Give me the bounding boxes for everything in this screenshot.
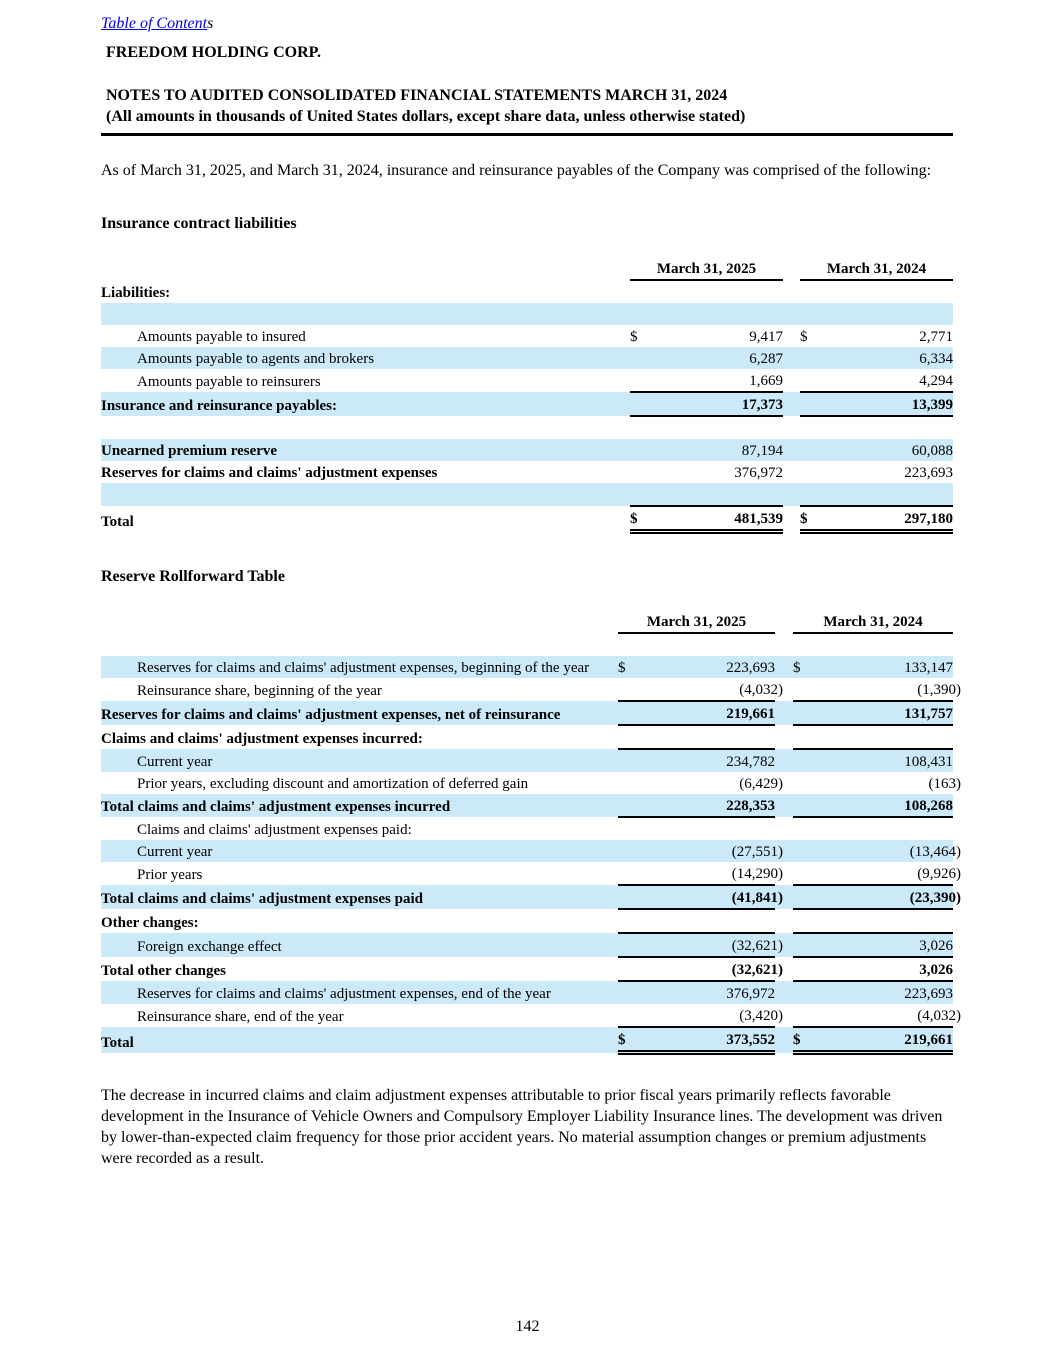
gap-cell xyxy=(783,347,800,369)
dollar-cell xyxy=(630,303,652,325)
gap-cell xyxy=(783,280,800,303)
value-cell xyxy=(652,369,783,392)
cell-value: (32,621) xyxy=(731,938,783,954)
table-row xyxy=(101,749,953,772)
cell-value: 13,399 xyxy=(911,397,953,413)
dollar-cell xyxy=(630,483,652,506)
dollar-cell xyxy=(793,957,815,981)
dollar-cell xyxy=(793,909,815,933)
cell-value: 234,782 xyxy=(726,754,775,770)
row-label: Total other changes xyxy=(101,963,227,979)
table-row xyxy=(101,1027,953,1053)
cell-value: 376,972 xyxy=(726,986,775,1002)
cell-value: 131,757 xyxy=(904,706,953,722)
row-label: Current year xyxy=(101,749,618,772)
cell-value: (32,621) xyxy=(731,962,783,978)
table-row xyxy=(101,280,953,303)
value-cell xyxy=(640,862,783,885)
gap-cell xyxy=(783,303,800,325)
table-row xyxy=(101,678,953,701)
row-label: Reserves for claims and claims' adjustment expenses xyxy=(101,465,438,481)
dollar-cell xyxy=(793,794,815,817)
table-row xyxy=(101,439,953,461)
cell-value: (9,926) xyxy=(917,866,961,882)
dollar-cell xyxy=(618,749,640,772)
dollar-cell xyxy=(800,347,822,369)
table-row xyxy=(101,633,953,656)
dollar-cell: $ xyxy=(793,656,815,678)
table-row xyxy=(101,862,953,885)
cell-value: 373,552 xyxy=(726,1032,775,1048)
gap-cell xyxy=(783,257,800,280)
title-line-1: NOTES TO AUDITED CONSOLIDATED FINANCIAL STATEMENTS MARCH 31, 2024 xyxy=(106,87,728,104)
dollar-cell xyxy=(618,1004,640,1027)
dollar-cell: $ xyxy=(799,329,808,345)
gap-cell xyxy=(775,725,793,749)
breadcrumb xyxy=(101,14,953,34)
value-cell xyxy=(640,840,783,862)
value-cell xyxy=(652,506,783,532)
row-label xyxy=(101,633,618,656)
dollar-cell: $ xyxy=(793,1027,815,1053)
row-label: Total claims and claims' adjustment expenses incurred xyxy=(101,794,618,817)
row-label: Claims and claims' adjustment expenses incurred: xyxy=(101,731,423,747)
dollar-cell xyxy=(793,749,815,772)
value-cell xyxy=(815,909,953,933)
cell-value: 133,147 xyxy=(904,660,953,676)
table-row xyxy=(101,772,953,794)
value-cell xyxy=(815,957,953,981)
gap-cell xyxy=(775,610,793,633)
dollar-cell xyxy=(630,461,652,483)
row-label: Prior years, excluding discount and amortization of deferred gain xyxy=(137,776,529,792)
dollar-cell xyxy=(630,280,652,303)
value-cell xyxy=(640,909,775,933)
value-cell xyxy=(652,483,783,506)
value-cell xyxy=(640,772,783,794)
dollar-cell xyxy=(618,633,640,656)
gap-cell xyxy=(783,506,800,532)
table-row xyxy=(101,506,953,532)
cell-value: 9,417 xyxy=(749,329,783,345)
cell-value: (4,032) xyxy=(739,682,783,698)
cell-value: (14,290) xyxy=(731,866,783,882)
cell-value: 3,026 xyxy=(919,962,953,978)
value-cell xyxy=(640,981,775,1004)
row-label: Claims and claims' adjustment expenses paid: xyxy=(137,822,412,838)
value-cell xyxy=(652,461,783,483)
row-label: Reserves for claims and claims' adjustment expenses, beginning of the year xyxy=(101,656,618,678)
value-cell xyxy=(815,633,953,656)
dollar-cell xyxy=(618,772,640,794)
table-row xyxy=(101,656,953,678)
value-cell xyxy=(652,439,783,461)
value-cell xyxy=(640,749,775,772)
dollar-cell xyxy=(800,280,822,303)
table-row xyxy=(101,725,953,749)
dollar-cell xyxy=(793,1004,815,1027)
cell-value: 219,661 xyxy=(904,1032,953,1048)
row-label: Amounts payable to reinsurers xyxy=(137,374,321,390)
section-heading-insurance-contract-liabilities: Insurance contract liabilities xyxy=(101,215,297,232)
row-label xyxy=(101,483,630,506)
table-row xyxy=(101,840,953,862)
title-divider xyxy=(101,133,953,136)
value-cell xyxy=(815,817,953,840)
value-cell xyxy=(640,794,775,817)
cell-value: (13,464) xyxy=(909,844,961,860)
value-cell xyxy=(640,957,783,981)
insurance-contract-liabilities-table xyxy=(101,257,953,534)
value-cell xyxy=(640,885,783,909)
table-row xyxy=(101,416,953,439)
table-row xyxy=(101,794,953,817)
gap-cell xyxy=(775,656,793,678)
table-row xyxy=(101,701,953,725)
dollar-cell xyxy=(618,885,640,909)
dollar-cell xyxy=(800,392,822,416)
value-cell xyxy=(815,840,961,862)
gap-cell xyxy=(775,633,793,656)
row-label: Amounts payable to insured xyxy=(137,329,306,345)
dollar-cell xyxy=(618,957,640,981)
value-cell xyxy=(640,701,775,725)
dollar-cell xyxy=(793,981,815,1004)
cell-value: 376,972 xyxy=(734,465,783,481)
value-cell xyxy=(652,303,783,325)
dollar-cell xyxy=(800,483,822,506)
dollar-cell xyxy=(800,416,822,439)
gap-cell xyxy=(775,749,793,772)
value-cell xyxy=(822,506,953,532)
value-cell xyxy=(815,862,961,885)
cell-value: 1,669 xyxy=(749,373,783,389)
page-number: 142 xyxy=(515,1318,540,1335)
cell-value: 6,334 xyxy=(919,351,953,367)
cell-value: 223,693 xyxy=(904,465,953,481)
cell-value: (3,420) xyxy=(739,1008,783,1024)
dollar-cell: $ xyxy=(629,329,638,345)
value-cell xyxy=(640,933,783,957)
value-cell xyxy=(652,325,783,347)
value-cell xyxy=(640,656,775,678)
gap-cell xyxy=(775,794,793,817)
value-cell xyxy=(815,701,953,725)
cell-value: 223,693 xyxy=(904,986,953,1002)
column-header: March 31, 2024 xyxy=(800,257,953,280)
cell-value: 297,180 xyxy=(904,511,953,527)
value-cell xyxy=(815,885,961,909)
gap-cell xyxy=(775,817,793,840)
dollar-cell xyxy=(800,461,822,483)
cell-value: (23,390) xyxy=(909,890,961,906)
company-name: FREEDOM HOLDING CORP. xyxy=(106,44,321,61)
row-label: Reserves for claims and claims' adjustment expenses, end of the year xyxy=(101,981,618,1004)
row-label: Total xyxy=(101,513,134,530)
gap-cell xyxy=(775,701,793,725)
value-cell xyxy=(640,633,775,656)
dollar-cell xyxy=(793,817,815,840)
row-label xyxy=(101,303,630,325)
dollar-cell xyxy=(630,369,652,392)
table-row xyxy=(101,1004,953,1027)
row-label: Total claims and claims' adjustment expenses paid xyxy=(101,885,618,909)
cell-value: (1,390) xyxy=(917,682,961,698)
row-label: Reinsurance share, end of the year xyxy=(137,1009,344,1025)
dollar-cell: $ xyxy=(618,1027,640,1053)
row-label: Other changes: xyxy=(101,915,199,931)
value-cell xyxy=(822,347,953,369)
column-header: March 31, 2025 xyxy=(618,610,775,633)
table-header-row xyxy=(101,610,953,633)
value-cell xyxy=(815,933,953,957)
cell-value: (6,429) xyxy=(739,776,783,792)
value-cell xyxy=(640,678,783,701)
cell-value: 108,268 xyxy=(904,798,953,814)
row-label xyxy=(101,416,630,439)
section-heading-reserve-rollforward: Reserve Rollforward Table xyxy=(101,568,285,585)
cell-value: 108,431 xyxy=(904,754,953,770)
cell-value: 4,294 xyxy=(919,373,953,389)
dollar-cell xyxy=(630,392,652,416)
cell-value: 17,373 xyxy=(741,397,783,413)
cell-value: 223,693 xyxy=(726,660,775,676)
gap-cell xyxy=(783,439,800,461)
dollar-cell xyxy=(793,885,815,909)
value-cell xyxy=(822,280,953,303)
dollar-cell xyxy=(793,633,815,656)
row-label: Reserves for claims and claims' adjustment expenses, net of reinsurance xyxy=(101,701,618,725)
closing-paragraph: The decrease in incurred claims and claim adjustment expenses attributable to prior fiscal years primarily reflects favorable development in the Insurance of Vehicle Owners and Compulsory Employer Liability Insurance lines. The development was driven by lower-than-expected claim frequency for those prior accident years. No material assumption changes or premium adjustments were recorded as a result. xyxy=(101,1087,943,1167)
dollar-cell xyxy=(618,933,640,957)
gap-cell xyxy=(783,461,800,483)
value-cell xyxy=(822,416,953,439)
column-header: March 31, 2025 xyxy=(630,257,783,280)
table-row xyxy=(101,347,953,369)
cell-value: (4,032) xyxy=(917,1008,961,1024)
row-label: Insurance and reinsurance payables: xyxy=(101,392,630,416)
gap-cell xyxy=(783,483,800,506)
dollar-cell xyxy=(618,909,640,933)
value-cell xyxy=(822,439,953,461)
dollar-cell xyxy=(793,678,815,701)
table-row xyxy=(101,981,953,1004)
table-row xyxy=(101,303,953,325)
row-label: Foreign exchange effect xyxy=(101,933,618,957)
value-cell xyxy=(652,280,783,303)
table-of-contents-link[interactable]: Table of Content xyxy=(101,15,208,32)
value-cell xyxy=(815,725,953,749)
cell-value: 219,661 xyxy=(726,706,775,722)
table-row xyxy=(101,461,953,483)
cell-value: 481,539 xyxy=(734,511,783,527)
gap-cell xyxy=(775,1027,793,1053)
reserve-rollforward-table xyxy=(101,610,961,1055)
header-spacer xyxy=(101,257,630,280)
table-row xyxy=(101,909,953,933)
value-cell xyxy=(815,772,961,794)
row-label: Amounts payable to agents and brokers xyxy=(101,347,630,369)
value-cell xyxy=(822,369,953,392)
row-label: Unearned premium reserve xyxy=(101,439,630,461)
dollar-cell xyxy=(618,817,640,840)
row-label: Current year xyxy=(101,840,618,862)
gap-cell xyxy=(783,392,800,416)
value-cell xyxy=(652,416,783,439)
dollar-cell xyxy=(793,701,815,725)
dollar-cell xyxy=(793,725,815,749)
intro-paragraph: As of March 31, 2025, and March 31, 2024, insurance and reinsurance payables of the Company was comprised of the following: xyxy=(101,162,932,179)
table-row xyxy=(101,369,953,392)
value-cell xyxy=(815,981,953,1004)
row-label: Liabilities: xyxy=(101,285,171,301)
cell-value: (163) xyxy=(928,776,961,792)
toc-suffix-text: s xyxy=(207,15,214,32)
dollar-cell: $ xyxy=(800,506,822,532)
value-cell xyxy=(815,1004,961,1027)
value-cell xyxy=(822,461,953,483)
row-label: Prior years xyxy=(137,867,203,883)
table-row xyxy=(101,325,953,347)
value-cell xyxy=(640,1004,783,1027)
dollar-cell xyxy=(793,933,815,957)
value-cell xyxy=(640,725,775,749)
dollar-cell xyxy=(618,678,640,701)
gap-cell xyxy=(783,416,800,439)
cell-value: 87,194 xyxy=(741,443,783,459)
value-cell xyxy=(815,1027,953,1053)
gap-cell xyxy=(775,909,793,933)
value-cell xyxy=(822,303,953,325)
gap-cell xyxy=(783,369,800,392)
table-row xyxy=(101,483,953,506)
value-cell xyxy=(815,678,961,701)
value-cell xyxy=(822,392,953,416)
dollar-cell xyxy=(630,347,652,369)
table-row xyxy=(101,957,953,981)
dollar-cell: $ xyxy=(618,656,640,678)
dollar-cell xyxy=(618,794,640,817)
dollar-cell xyxy=(618,981,640,1004)
dollar-cell xyxy=(618,862,640,885)
dollar-cell: $ xyxy=(630,506,652,532)
dollar-cell xyxy=(793,840,815,862)
value-cell xyxy=(822,325,953,347)
gap-cell xyxy=(783,325,800,347)
dollar-cell xyxy=(800,303,822,325)
gap-cell xyxy=(775,981,793,1004)
cell-value: 228,353 xyxy=(726,798,775,814)
cell-value: (27,551) xyxy=(731,844,783,860)
value-cell xyxy=(652,392,783,416)
dollar-cell xyxy=(630,416,652,439)
document-title xyxy=(101,85,953,127)
row-label: Total xyxy=(101,1027,618,1053)
dollar-cell xyxy=(800,439,822,461)
cell-value: 6,287 xyxy=(749,351,783,367)
value-cell xyxy=(815,794,953,817)
cell-value: 3,026 xyxy=(919,938,953,954)
cell-value: 60,088 xyxy=(911,443,953,459)
table-header-row xyxy=(101,257,953,280)
column-header: March 31, 2024 xyxy=(793,610,953,633)
value-cell xyxy=(640,1027,775,1053)
dollar-cell xyxy=(800,369,822,392)
dollar-cell xyxy=(630,439,652,461)
cell-value: (41,841) xyxy=(731,890,783,906)
row-label: Reinsurance share, beginning of the year xyxy=(137,683,382,699)
dollar-cell xyxy=(793,862,815,885)
value-cell xyxy=(640,817,775,840)
dollar-cell xyxy=(618,725,640,749)
table-row xyxy=(101,817,953,840)
table-row xyxy=(101,885,953,909)
dollar-cell xyxy=(618,701,640,725)
dollar-cell xyxy=(793,772,815,794)
dollar-cell xyxy=(618,840,640,862)
title-line-2: (All amounts in thousands of United States dollars, except share data, unless otherwise stated) xyxy=(106,108,746,125)
cell-value: 2,771 xyxy=(919,329,953,345)
value-cell xyxy=(815,749,953,772)
header-spacer xyxy=(101,610,618,633)
value-cell xyxy=(822,483,953,506)
table-row xyxy=(101,392,953,416)
table-row xyxy=(101,933,953,957)
value-cell xyxy=(815,656,953,678)
value-cell xyxy=(652,347,783,369)
